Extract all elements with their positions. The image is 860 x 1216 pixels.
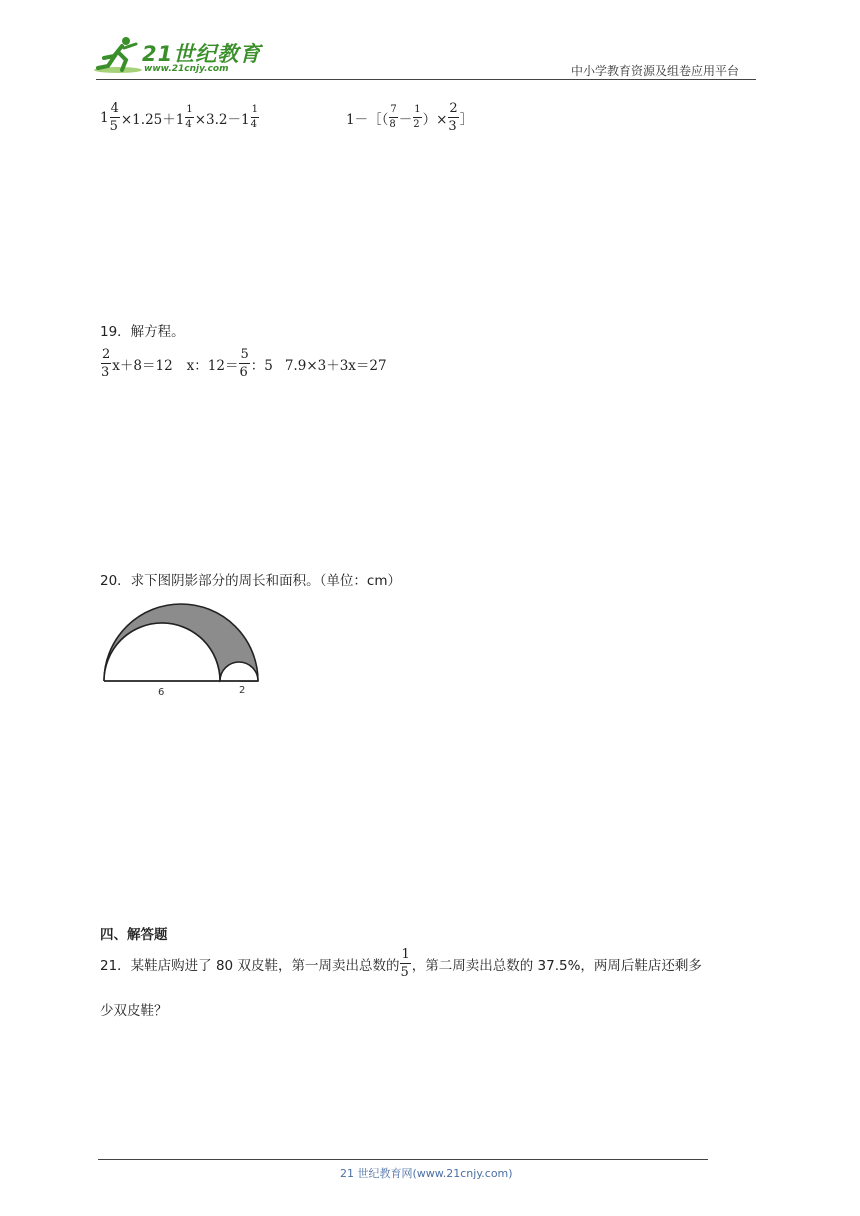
calc-expression-1: 1 $\frac{4}{5}$ ×1.25＋1 $\frac{1}{4}$ ×3.2－1 $\frac{1}{4}$ [100, 101, 258, 134]
fraction: $\frac{7}{8}$ [389, 104, 397, 130]
footer-link[interactable]: 21 世纪教育网(www.21cnjy.com) [340, 1167, 513, 1180]
question-20-title: 20．求下图阴影部分的周长和面积。（单位：cm） [100, 573, 402, 589]
shaded-semicircle-figure [96, 596, 266, 700]
question-19-title: 19．解方程。 [100, 324, 185, 340]
footer-rule [98, 1159, 708, 1160]
question-21-line2: 少双皮鞋？ [100, 1003, 168, 1019]
question-21-line1: 21．某鞋店购进了 80 双皮鞋，第一周卖出总数的 $\frac{1}{5}$ ，第二周卖出总数的 37.5%，两周后鞋店还剩多 [100, 947, 702, 980]
section-title: 四、解答题 [100, 927, 168, 943]
fraction: $\frac{5}{6}$ [239, 347, 249, 380]
fraction: $\frac{1}{2}$ [413, 104, 421, 130]
fraction: $\frac{1}{4}$ [250, 104, 258, 130]
label-right-diameter: 2 [239, 685, 246, 696]
fraction: $\frac{1}{4}$ [185, 104, 193, 130]
logo-url: www.21cnjy.com [144, 64, 229, 74]
fraction: $\frac{4}{5}$ [109, 101, 119, 134]
site-logo [92, 34, 262, 76]
fraction: $\frac{2}{3}$ [101, 347, 111, 380]
logo-text: 21世纪教育 [142, 42, 262, 66]
label-left-diameter: 6 [158, 687, 165, 698]
fraction: $\frac{2}{3}$ [448, 101, 458, 134]
header-rule [96, 79, 756, 80]
calc-expression-2: 1－［（ $\frac{7}{8}$ － $\frac{1}{2}$ ）× $\frac{2}{3}$ ］ [346, 101, 474, 134]
fraction: $\frac{1}{5}$ [400, 947, 410, 980]
site-tagline: 中小学教育资源及组卷应用平台 [571, 64, 740, 78]
question-19-equations: $\frac{2}{3}$ x＋8＝12 x：12＝ $\frac{5}{6}$ ：5 7.9×3＋3x＝27 [101, 347, 387, 380]
